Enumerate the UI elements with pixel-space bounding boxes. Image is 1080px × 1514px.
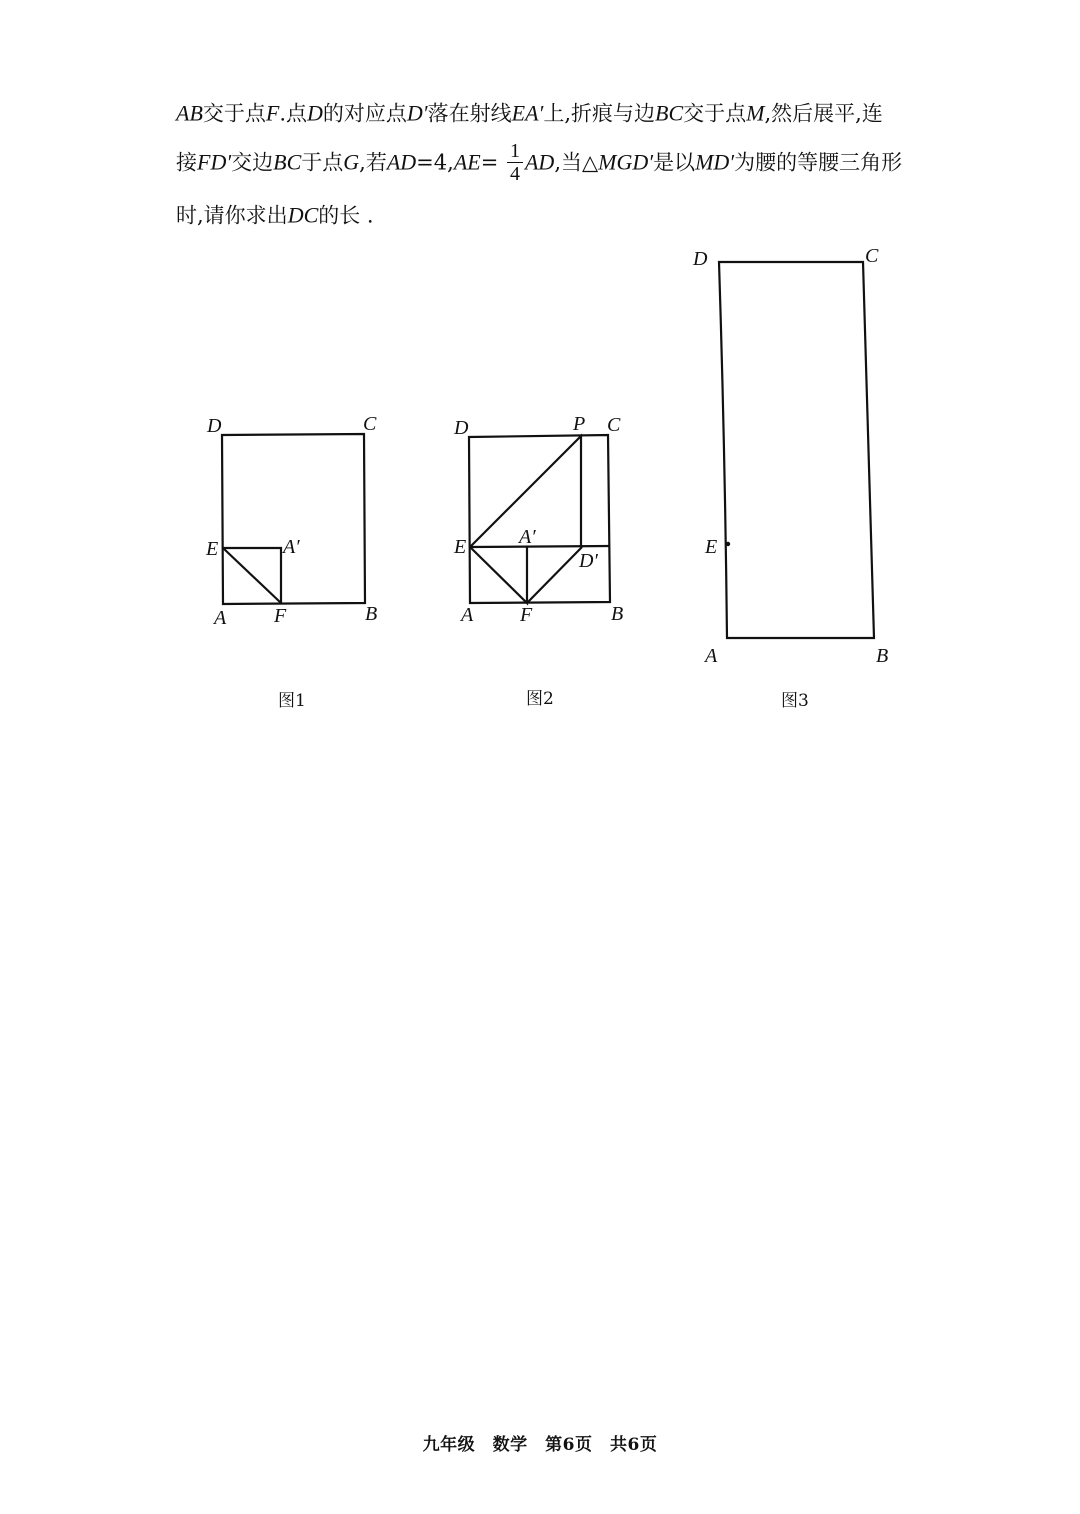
seg: 的长 . <box>318 203 374 228</box>
rectangle-abcd <box>469 435 610 603</box>
line-fd <box>527 547 582 603</box>
seg: D <box>307 100 323 126</box>
figure-1-labels <box>205 413 377 629</box>
label-b: B <box>876 645 889 667</box>
label-c: C <box>607 414 621 436</box>
label-d: D <box>454 417 469 439</box>
seg: 的对应点 <box>322 101 407 126</box>
label-b: B <box>611 603 624 625</box>
seg: ,当△ <box>554 150 599 175</box>
crease-ef <box>223 548 281 603</box>
page-footer: 九年级 数学 第6页 共6页 <box>422 1435 658 1455</box>
point-e <box>726 542 730 546</box>
figure-1 <box>222 434 365 604</box>
label-a: A <box>461 604 474 626</box>
seg: =4, <box>416 150 454 175</box>
seg: FD′ <box>197 149 232 175</box>
label-d: D <box>207 415 222 437</box>
caption-figure-3: 图3 <box>781 691 809 711</box>
seg: 交于点 <box>202 101 266 126</box>
fraction-denominator: 4 <box>509 163 520 185</box>
label-e: E <box>454 536 467 558</box>
label-c: C <box>363 413 377 435</box>
seg: 交于点 <box>683 101 747 126</box>
caption-figure-2: 图2 <box>526 689 554 709</box>
label-a: A <box>214 607 227 629</box>
seg: AB <box>176 100 203 126</box>
label-a-prime: A′ <box>519 526 536 548</box>
seg: MD′ <box>695 149 735 175</box>
label-e: E <box>705 536 718 558</box>
caption-figure-1: 图1 <box>278 691 306 711</box>
fraction-numerator: 1 <box>507 140 523 163</box>
seg: G <box>343 149 360 175</box>
figure-2 <box>469 435 610 603</box>
seg: ,然后展平,连 <box>764 101 883 126</box>
figure-3 <box>719 262 874 638</box>
label-d: D <box>693 248 708 270</box>
label-c: C <box>865 245 879 267</box>
seg: 上,折痕与边 <box>543 101 656 126</box>
seg: AD <box>524 149 555 175</box>
seg: M <box>746 100 765 126</box>
fold-a <box>470 547 527 603</box>
label-b: B <box>365 603 378 625</box>
seg: = <box>480 150 505 175</box>
seg: BC <box>273 149 302 175</box>
seg: MGD′ <box>598 149 654 175</box>
seg: AD <box>386 149 417 175</box>
label-f: F <box>274 605 287 627</box>
seg: DC <box>287 202 319 228</box>
seg: AE <box>453 149 481 175</box>
seg: F <box>265 100 280 126</box>
label-p: P <box>573 413 586 435</box>
figure-2-labels <box>453 413 623 626</box>
seg: ,若 <box>359 150 387 175</box>
seg: 落在射线 <box>427 101 512 126</box>
seg: BC <box>655 100 684 126</box>
seg: .点 <box>279 101 308 126</box>
seg: EA′ <box>511 100 544 126</box>
rectangle-abcd <box>719 262 874 638</box>
seg: 交边 <box>231 150 274 175</box>
label-d-prime: D′ <box>579 550 598 572</box>
rectangle-abcd <box>222 434 365 604</box>
seg: D′ <box>406 100 428 126</box>
seg: 是以 <box>653 150 696 175</box>
seg: 于点 <box>301 150 344 175</box>
label-a-prime: A′ <box>283 536 300 558</box>
label-e: E <box>206 538 219 560</box>
label-a: A <box>705 645 718 667</box>
label-f: F <box>520 604 533 626</box>
seg: 接 <box>176 150 197 175</box>
line-ed <box>470 546 610 547</box>
seg: 时,请你求出 <box>176 203 288 228</box>
seg: 为腰的等腰三角形 <box>734 150 903 175</box>
